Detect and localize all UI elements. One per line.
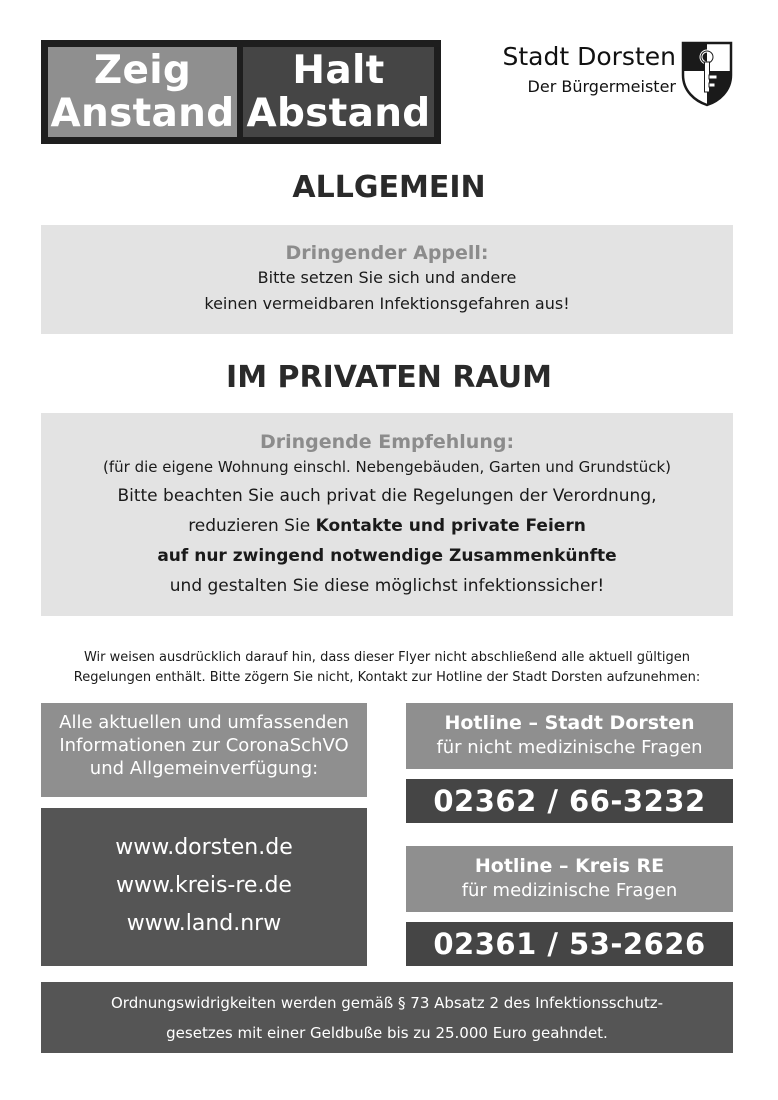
info-line-3: und Allgemeinverfügung: xyxy=(89,758,319,779)
coat-of-arms-icon xyxy=(681,41,733,107)
fine-notice-footer xyxy=(41,982,733,1053)
recommendation-line-5: und gestalten Sie diese möglichst infektionssicher! xyxy=(169,576,605,596)
notice-line-1: Wir weisen ausdrücklich darauf hin, dass dieser Flyer nicht abschließend alle aktuell gültigen xyxy=(83,650,691,665)
logo-right-panel xyxy=(243,47,434,137)
logo-left-line1: Zeig xyxy=(93,48,192,93)
appeal-line-2: keinen vermeidbaren Infektionsgefahren aus! xyxy=(204,294,570,313)
recommendation-line-1: (für die eigene Wohnung einschl. Nebengebäuden, Garten und Grundstück) xyxy=(103,458,671,476)
hotline-city-title: Hotline – Stadt Dorsten xyxy=(444,712,695,734)
hotline-kreis-title: Hotline – Kreis RE xyxy=(474,855,665,877)
appeal-title: Dringender Appell: xyxy=(285,242,489,264)
recommendation-line-3-bold: Kontakte und private Feiern xyxy=(315,516,586,536)
recommendation-line-4: auf nur zwingend notwendige Zusammenkünfte xyxy=(157,546,617,566)
footer-line-2: gesetzes mit einer Geldbuße bis zu 25.000 Euro geahndet. xyxy=(166,1024,608,1042)
recommendation-line-2: Bitte beachten Sie auch privat die Regelungen der Verordnung, xyxy=(117,486,657,506)
hotline-kreis-subtitle: für medizinische Fragen xyxy=(461,880,678,901)
links-box xyxy=(41,808,367,966)
link-dorsten[interactable]: www.dorsten.de xyxy=(115,835,293,860)
campaign-logo xyxy=(41,40,441,144)
notice-line-2: Regelungen enthält. Bitte zögern Sie nicht, Kontakt zur Hotline der Stadt Dorsten aufzunehmen: xyxy=(73,670,701,685)
recommendation-line-3-prefix: reduzieren Sie xyxy=(188,516,316,536)
appeal-box xyxy=(41,225,733,334)
link-land-nrw[interactable]: www.land.nrw xyxy=(126,911,282,936)
hotline-kreis-header xyxy=(406,846,733,912)
hotline-city-subtitle: für nicht medizinische Fragen xyxy=(436,737,703,758)
recommendation-title: Dringende Empfehlung: xyxy=(259,431,515,453)
footer-line-1: Ordnungswidrigkeiten werden gemäß § 73 Absatz 2 des Infektionsschutz- xyxy=(110,994,664,1012)
heading-general: ALLGEMEIN xyxy=(292,170,486,205)
hotline-kreis-phone[interactable]: 02361 / 53-2626 xyxy=(406,922,733,966)
hotline-city-phone[interactable]: 02362 / 66-3232 xyxy=(406,779,733,823)
city-subtitle: Der Bürgermeister xyxy=(527,77,676,96)
logo-right-line2: Abstand xyxy=(246,91,431,136)
logo-left-panel xyxy=(48,47,237,137)
logo-left-line2: Anstand xyxy=(50,91,235,136)
appeal-line-1: Bitte setzen Sie sich und andere xyxy=(257,268,517,287)
logo-right-line1: Halt xyxy=(292,48,385,93)
info-line-1: Alle aktuellen und umfassenden xyxy=(59,712,349,733)
link-kreis-re[interactable]: www.kreis-re.de xyxy=(116,873,292,898)
city-name: Stadt Dorsten xyxy=(502,42,676,71)
recommendation-line-3 xyxy=(41,511,733,541)
hotline-city-header xyxy=(406,703,733,769)
info-box xyxy=(41,703,367,797)
heading-private: IM PRIVATEN RAUM xyxy=(226,360,552,395)
info-line-2: Informationen zur CoronaSchVO xyxy=(59,735,349,756)
disclaimer-notice xyxy=(41,648,733,688)
recommendation-box xyxy=(41,413,733,616)
